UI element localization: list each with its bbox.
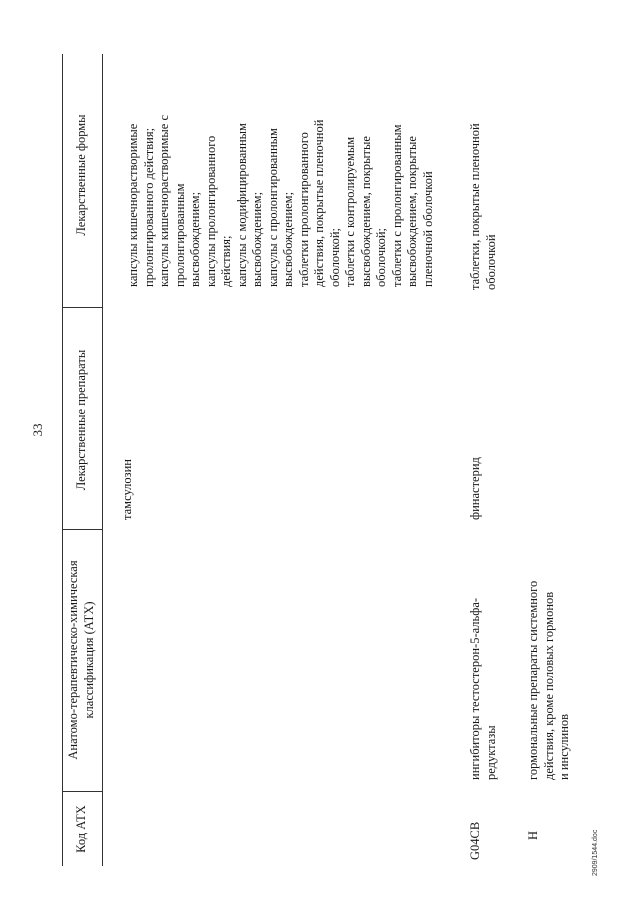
drug-tamsulosin: тамсулозин (120, 459, 134, 520)
col-divider-1 (62, 791, 102, 792)
form-line: высвобождением; (188, 191, 202, 287)
form-line: капсулы с пролонгированным (265, 128, 280, 287)
document-reference: 2909/1544.doc (592, 829, 599, 876)
form-line: действия; (219, 235, 233, 287)
forms-tamsulosin (126, 47, 436, 287)
table-top-rule (62, 54, 63, 866)
form-line: пленочной оболочкой (420, 171, 435, 287)
form-line: высвобождением, покрытые (405, 136, 419, 287)
form-line: высвобождением; (250, 191, 264, 287)
form-line: оболочкой (483, 234, 498, 290)
code-g04cb: G04CB (468, 821, 482, 860)
classification-h (526, 520, 573, 780)
classification-line: действия, кроме половых гормонов (541, 591, 556, 780)
form-line: высвобождением; (281, 191, 295, 287)
classification-line: редуктазы (483, 725, 498, 780)
header-bottom-rule (102, 54, 103, 866)
form-line: таблетки пролонгированного (296, 132, 311, 287)
form-line: таблетки, покрытые пленочной (468, 123, 482, 290)
classification-line: и инсулинов (557, 713, 571, 780)
header-classification: Анатомо-терапевтическо-химическая классификация (АТХ) (66, 560, 96, 760)
classification-line: ингибиторы тестостерон-5-альфа- (468, 597, 482, 780)
header-forms: Лекарственные формы (74, 114, 88, 236)
form-line: пролонгированного действия; (141, 127, 156, 287)
form-line: оболочкой; (374, 228, 388, 287)
form-line: оболочкой; (327, 228, 342, 287)
form-line: таблетки с контролируемым (343, 136, 357, 287)
form-line: высвобождением, покрытые (358, 136, 373, 287)
form-line: капсулы пролонгированного (203, 135, 218, 287)
drug-finasteride: финастерид (468, 457, 482, 520)
header-code: Код АТХ (74, 805, 88, 853)
page-number: 33 (30, 423, 45, 437)
header-drugs: Лекарственные препараты (74, 349, 88, 491)
form-line: действия, покрытые пленочной (312, 119, 326, 287)
form-line: капсулы кишечнорастворимые (126, 123, 140, 287)
form-line: капсулы кишечнорастворимые с (157, 115, 171, 287)
col-divider-2 (62, 529, 102, 530)
classification-g04cb (468, 530, 499, 780)
code-h: H (526, 830, 540, 840)
classification-line: гормональные препараты системного (526, 580, 540, 780)
col-divider-3 (62, 307, 102, 308)
form-line: таблетки с пролонгированным (389, 124, 404, 287)
form-line: капсулы с модифицированным (234, 123, 249, 287)
forms-finasteride (468, 50, 499, 290)
form-line: пролонгированным (172, 183, 187, 287)
